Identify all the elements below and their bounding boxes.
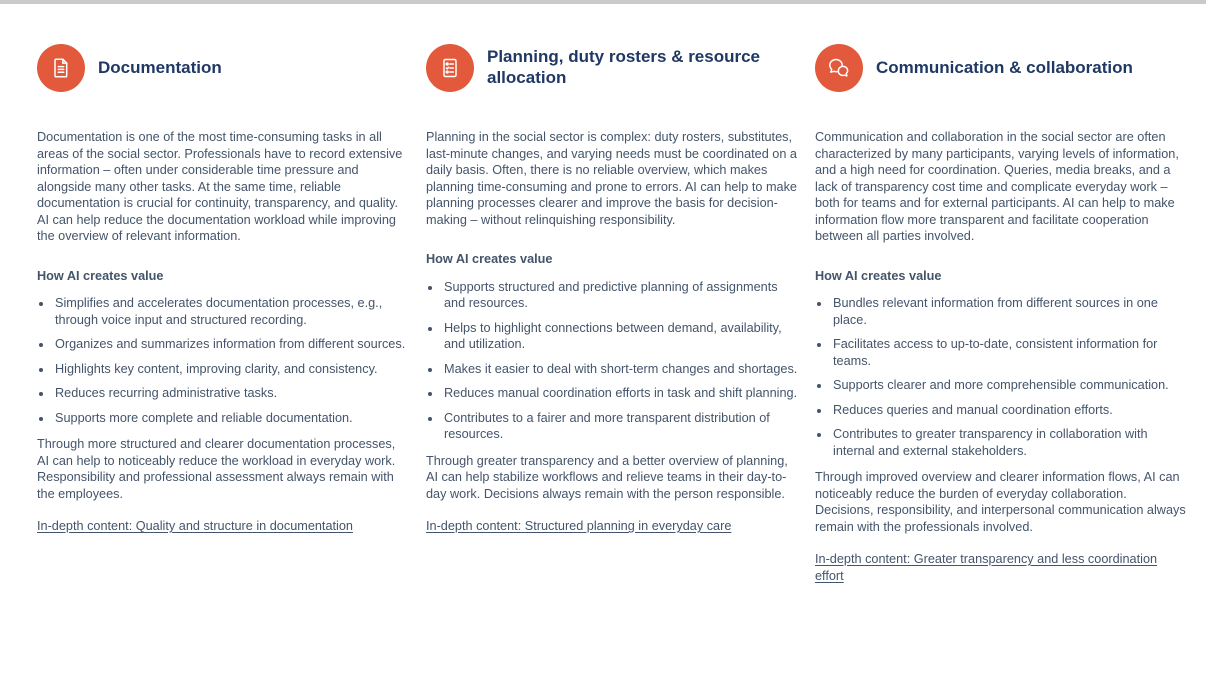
value-bullet-list: [426, 279, 798, 443]
in-depth-link[interactable]: In-depth content: Structured planning in everyday care: [426, 519, 732, 533]
value-bullet: • Reduces recurring administrative tasks.: [53, 385, 409, 402]
value-bullet: • Supports structured and predictive planning of assignments and resources.: [442, 279, 798, 312]
in-depth-link[interactable]: In-depth content: Greater transparency and less coordination effort: [815, 552, 1158, 583]
closing-paragraph: Through improved overview and clearer information flows, AI can noticeably reduce the burden of everyday collaboration. Decisions, responsibility, and interpersonal communication always remain with the professionals involved.: [815, 470, 1186, 534]
value-heading: How AI creates value: [426, 252, 553, 266]
intro-paragraph: Communication and collaboration in the social sector are often characterized by many participants, varying levels of information, and a high need for coordination. Queries, media breaks, and a lack of transparency cost time and complicate everyday work – both for teams and for external participants. AI can help to make information flow more transparent and facilitate cooperation between all parties involved.: [815, 130, 1179, 243]
card-title: Communication & collaboration: [876, 57, 1133, 77]
document-icon: [37, 44, 85, 92]
value-bullet: • Contributes to a fairer and more transparent distribution of resources.: [442, 410, 798, 443]
value-bullet-list: [815, 295, 1187, 459]
value-bullet: • Simplifies and accelerates documentation processes, e.g., through voice input and structured recording.: [53, 295, 409, 328]
card-header: [37, 44, 409, 92]
closing-paragraph: Through greater transparency and a better overview of planning, AI can help stabilize workflows and relieve teams in their day-to-day work. Decisions always remain with the person responsible.: [426, 453, 788, 501]
value-bullet: • Bundles relevant information from different sources in one place.: [831, 295, 1187, 328]
card-communication: [815, 44, 1187, 584]
intro-paragraph: Planning in the social sector is complex: duty rosters, substitutes, last-minute changes, and varying needs must be coordinated on a daily basis. Often, there is no reliable overview, which makes planning time-consuming and prone to errors. AI can help to make planning processes clearer and improve the basis for decision-making – without relinquishing responsibility.: [426, 130, 797, 227]
value-heading: How AI creates value: [37, 268, 164, 283]
card-title: Planning, duty rosters & resource allocation: [487, 47, 761, 87]
value-bullet: • Facilitates access to up-to-date, consistent information for teams.: [831, 336, 1187, 369]
feature-columns: [0, 4, 1206, 584]
value-bullet-list: [37, 295, 409, 426]
value-heading: How AI creates value: [815, 268, 942, 283]
card-body: [37, 129, 409, 535]
closing-paragraph: Through more structured and clearer documentation processes, AI can help to noticeably reduce the workload in everyday work. Responsibility and professional assessment always remain with the employees.: [37, 437, 396, 501]
value-bullet: • Helps to highlight connections between demand, availability, and utilization.: [442, 320, 798, 353]
card-documentation: [37, 44, 409, 584]
card-body: [815, 129, 1187, 584]
intro-paragraph: Documentation is one of the most time-consuming tasks in all areas of the social sector. Professionals have to record extensive information – often under considerable time pressure and alongside many other tasks. At the same time, reliable documentation is crucial for continuity, transparency, and quality. AI can help reduce the documentation workload while improving the overview of relevant information.: [37, 130, 403, 243]
card-body: [426, 129, 798, 535]
value-bullet: • Highlights key content, improving clarity, and consistency.: [53, 361, 409, 378]
value-bullet: • Supports more complete and reliable documentation.: [53, 410, 409, 427]
card-title: Documentation: [98, 57, 222, 77]
card-planning: [426, 44, 798, 584]
in-depth-link[interactable]: In-depth content: Quality and structure in documentation: [37, 519, 353, 533]
value-bullet: • Reduces queries and manual coordination efforts.: [831, 402, 1187, 419]
chat-bubbles-icon: [815, 44, 863, 92]
card-header: [426, 44, 798, 92]
value-bullet: • Contributes to greater transparency in collaboration with internal and external stakeholders.: [831, 426, 1187, 459]
value-bullet: • Organizes and summarizes information from different sources.: [53, 336, 409, 353]
value-bullet: • Supports clearer and more comprehensible communication.: [831, 377, 1187, 394]
checklist-icon: [426, 44, 474, 92]
value-bullet: • Reduces manual coordination efforts in task and shift planning.: [442, 385, 798, 402]
value-bullet: • Makes it easier to deal with short-term changes and shortages.: [442, 361, 798, 378]
card-header: [815, 44, 1187, 92]
